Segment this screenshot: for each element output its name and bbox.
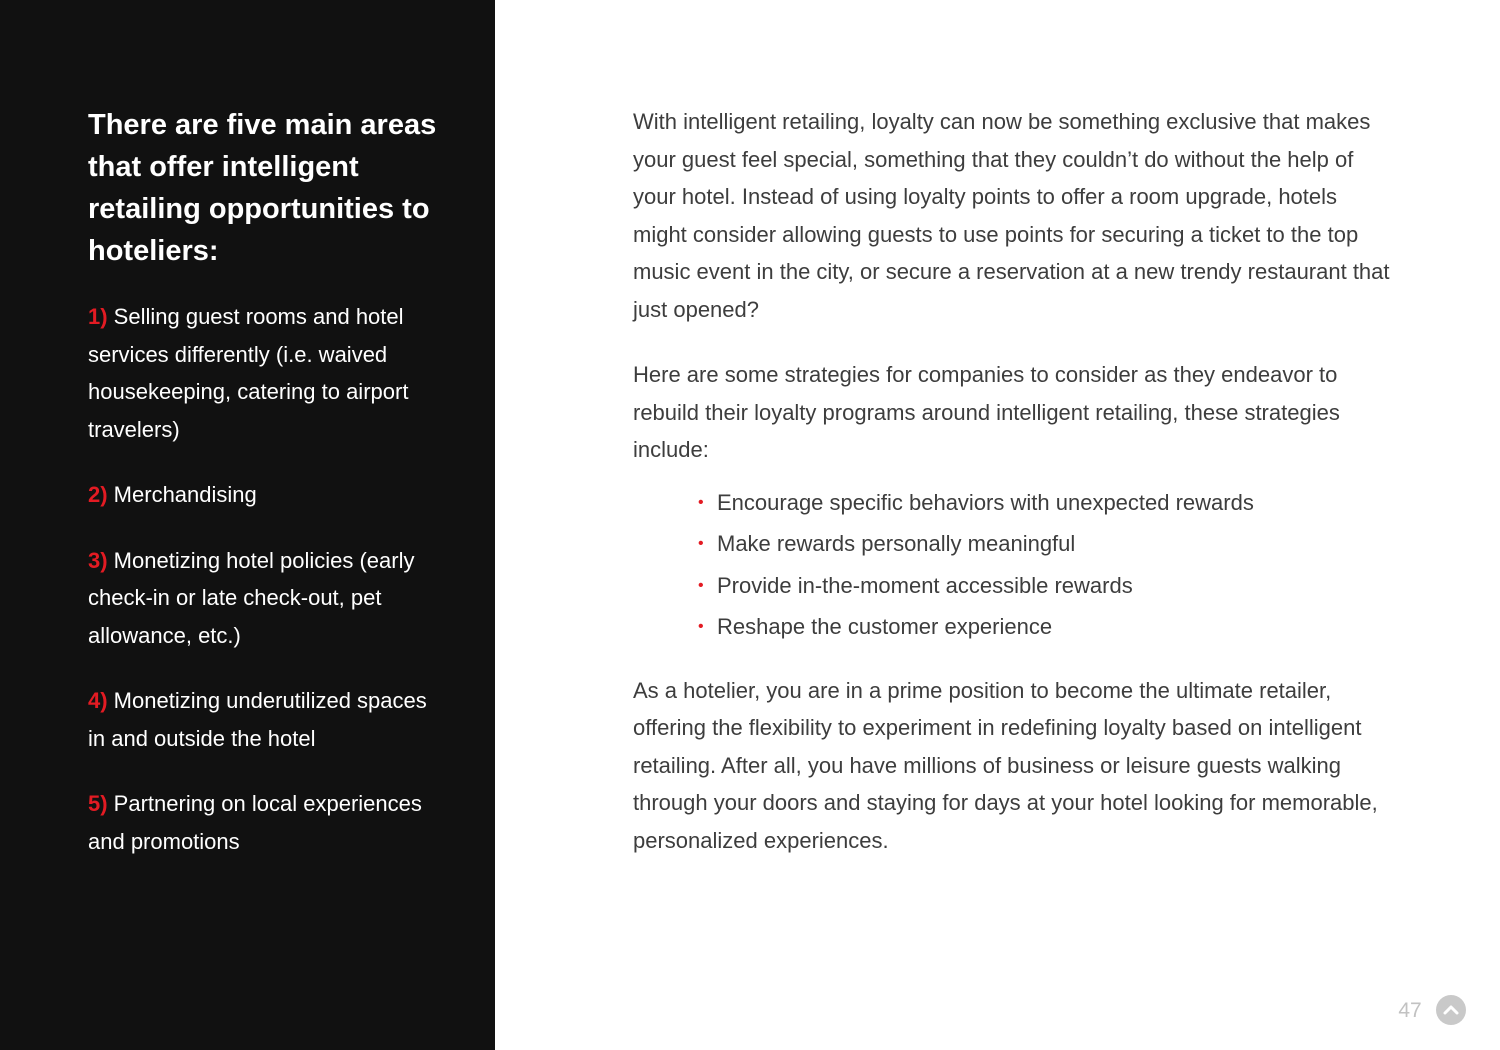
list-item-number: 5): [88, 791, 108, 816]
page-number: 47: [1398, 999, 1422, 1022]
list-item: [88, 785, 433, 860]
area-list: [88, 298, 433, 888]
list-item-number: 4): [88, 688, 108, 713]
list-item-text: Monetizing underutilized spaces in and outside the hotel: [88, 688, 427, 751]
strategy-list: [633, 482, 1393, 648]
strategy-text: Reshape the customer experience: [717, 614, 1053, 639]
list-item-text: Monetizing hotel policies (early check-in or late check-out, pet allowance, etc.): [88, 547, 415, 648]
list-item-number: 2): [88, 482, 108, 507]
list-item-text: Merchandising: [107, 482, 257, 507]
bullet-icon: •: [698, 576, 704, 594]
list-item-text: Selling guest rooms and hotel services differently (i.e. waived housekeeping, catering to airport travelers): [88, 304, 409, 442]
strategies-intro-paragraph: Here are some strategies for companies to consider as they endeavor to rebuild their loyalty programs around intelligent retailing, these strategies include:: [633, 362, 1340, 462]
list-item-text: Partnering on local experiences and promotions: [88, 791, 422, 854]
strategy-text: Encourage specific behaviors with unexpected rewards: [717, 489, 1254, 515]
bullet-icon: •: [698, 493, 704, 511]
strategy-item: [698, 482, 1393, 524]
sidebar-heading: There are five main areas that offer intelligent retailing opportunities to hoteliers:: [88, 109, 437, 267]
list-item: [88, 682, 433, 757]
list-item-number: 1): [88, 304, 108, 329]
list-item: [88, 298, 433, 448]
scroll-to-top-button[interactable]: [1436, 995, 1466, 1025]
list-item: [88, 542, 433, 655]
strategy-text: Make rewards personally meaningful: [717, 531, 1076, 556]
bullet-icon: •: [698, 618, 704, 635]
strategy-text: Provide in-the-moment accessible rewards: [717, 572, 1133, 598]
strategy-item: [698, 565, 1393, 607]
conclusion-paragraph: As a hotelier, you are in a prime position to become the ultimate retailer, offering the flexibility to experiment in redefining loyalty based on intelligent retailing. After all, you have millions of business or leisure guests walking through your doors and staying for days at your hotel looking for memorable, personalized experiences.: [633, 677, 1378, 853]
strategy-item: [698, 606, 1393, 648]
chevron-up-icon: [1441, 1000, 1461, 1020]
sidebar-panel: [0, 0, 495, 1050]
list-item-number: 3): [88, 547, 108, 573]
intro-paragraph: With intelligent retailing, loyalty can now be something exclusive that makes your guest feel special, something that they couldn’t do without the help of your hotel. Instead of using loyalty points to offer a room upgrade, hotels might consider allowing guests to use points for securing a ticket to the top music event in the city, or secure a reservation at a new trendy restaurant that just opened?: [633, 109, 1390, 322]
strategy-item: [698, 523, 1393, 565]
list-item: [88, 476, 433, 514]
bullet-icon: •: [698, 535, 704, 552]
main-content: [633, 103, 1393, 859]
